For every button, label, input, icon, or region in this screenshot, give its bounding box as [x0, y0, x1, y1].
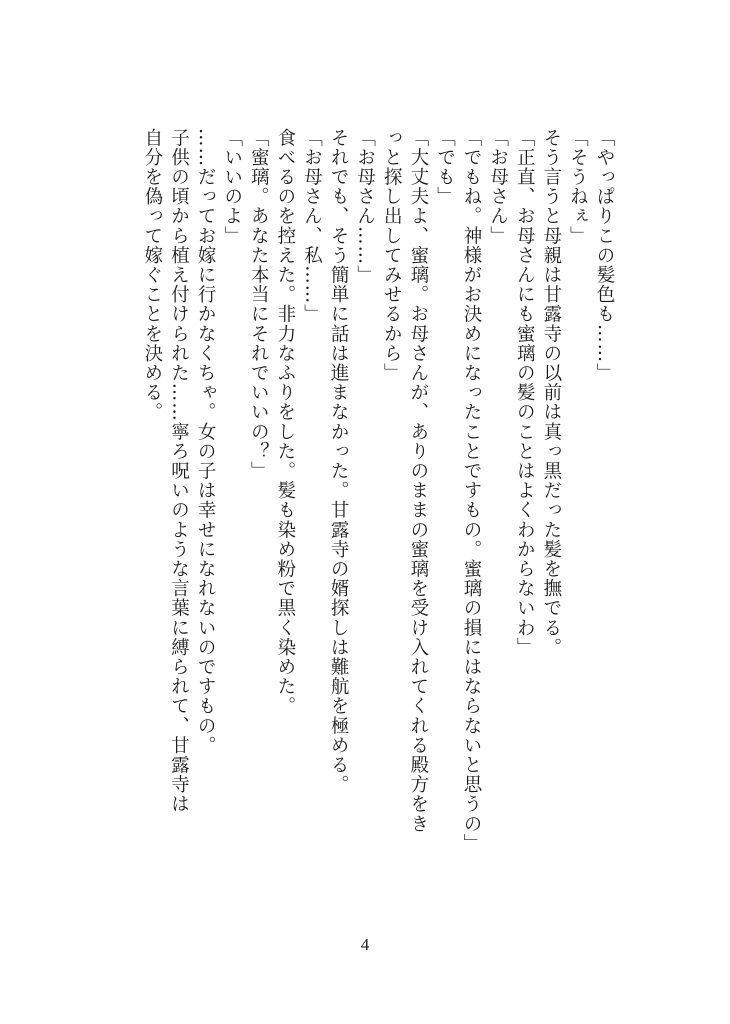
- text-line: 「正直、お母さんにも蜜璃の髪のことはよくわからないわ」: [514, 128, 536, 658]
- text-line: それでも、そう簡単に話は進まなかった。甘露寺の婿探しは難航を極める。: [328, 128, 350, 795]
- text-line: 「蜜璃。あなた本当にそれでいいの？」: [248, 128, 270, 481]
- text-line: 「でもね。神様がお決めになったことですもの。蜜璃の損にはならないと思うの」: [461, 128, 483, 854]
- text-line: そう言うと母親は甘露寺の以前は真っ黒だった髪を撫でる。: [540, 128, 562, 658]
- text-line: 食べるのを控えた。非力なふりをした。髪も染め粉で黒く染めた。: [274, 128, 296, 716]
- text-line: 「お母さん、私……」: [301, 128, 323, 324]
- vertical-text-body: [112, 128, 617, 948]
- page-number: 4: [360, 935, 370, 954]
- text-line: っと探し出してみせるから」: [381, 128, 403, 383]
- text-line: 「でも」: [434, 128, 456, 207]
- text-line: 子供の頃から植え付けられた……寧ろ呪いのような言葉に縛られて、甘露寺は: [168, 128, 190, 814]
- text-line: 「いいのよ」: [221, 128, 243, 246]
- text-line: 自分を偽って嫁ぐことを決める。: [141, 128, 163, 422]
- text-line: 「お母さん……」: [354, 128, 376, 285]
- text-line: 「やっぱりこの髪色も……」: [594, 128, 615, 383]
- text-line: ……だってお嫁に行かなくちゃ。女の子は幸せになれないのですもの。: [195, 128, 217, 756]
- text-line: 「そうねぇ」: [567, 128, 589, 246]
- text-line: 「お母さん」: [487, 128, 509, 246]
- text-line: 「大丈夫よ、蜜璃。お母さんが、ありのままの蜜璃を受け入れてくれる殿方をき: [407, 128, 429, 834]
